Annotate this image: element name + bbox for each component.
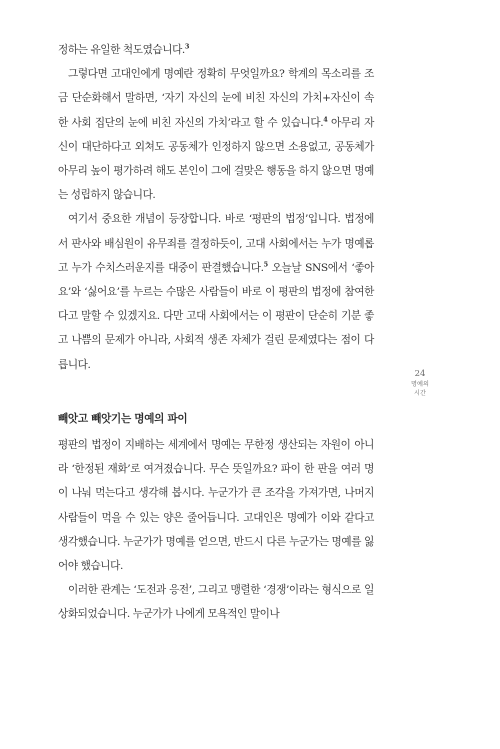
paragraph-text: 그렇다면 고대인에게 명예란 정확히 무엇일까요? 학계의 목소리를 조금 단순화해서 말하면, ‘자기 자신의 눈에 비친 자신의 가치+자신이 속한 사회 집단의 눈에 비친 자신의 가치’라고 할 수 있습니다. xyxy=(58,68,374,129)
paragraph-text: 정하는 유일한 척도였습니다. xyxy=(58,44,185,56)
paragraph-court-of-reputation xyxy=(58,207,374,376)
paragraph-continuation xyxy=(58,38,374,62)
paragraph-text: 여기서 중요한 개념이 등장합니다. 바로 ‘평판의 법정’입니다. 법정에서 판사와 배심원이 유무죄를 결정하듯이, 고대 사회에서는 누가 명예롭고 누가 수치스러운지를 대중이 판결했습니다. xyxy=(58,213,374,274)
section-heading: 빼앗고 빼앗기는 명예의 파이 xyxy=(58,412,188,425)
paragraph-honor-definition xyxy=(58,62,374,207)
page-number: 24 xyxy=(414,369,426,379)
paragraph-text: 아무리 자신이 대단하다고 외쳐도 공동체가 인정하지 않으면 소용없고, 공동체가 아무리 높이 평가하려 해도 본인이 그에 걸맞은 행동을 하지 않으면 명예는 성립하지 않습니다. xyxy=(58,116,374,202)
page-sidebar xyxy=(400,368,440,398)
paragraph-challenge-response: 이러한 관계는 ‘도전과 응전’, 그리고 맹렬한 ‘경쟁’이라는 형식으로 일상화되었습니다. 누군가가 나에게 모욕적인 말이나 xyxy=(58,584,374,621)
body-text xyxy=(58,38,374,627)
footnote-marker[interactable]: 3 xyxy=(184,42,190,51)
paragraph-text: 오늘날 SNS에서 ‘좋아요’와 ‘싫어요’를 누르는 수많은 사람들이 바로 이 평판의 법정에 참여한다고 말할 수 있겠지요. 다만 고대 사회에서는 이 평판이 단순히 기분 좋고 나쁨의 문제가 아니라, 사회적 생존 자체가 걸린 문제였다는 점이 다릅니다. xyxy=(58,261,374,371)
footnote-marker[interactable]: 5 xyxy=(263,260,268,269)
paragraph-limited-good: 평판의 법정이 지배하는 세계에서 명예는 무한정 생산되는 자원이 아니라 ‘한정된 재화’로 여겨졌습니다. 무슨 뜻일까요? 파이 한 판을 여러 명이 나눠 먹는다고 생각해 봅시다. 누군가가 큰 조각을 가져가면, 나머지 사람들이 먹을 수 있는 양은 줄어듭니다. 고대인은 명예가 이와 같다고 생각했습니다. 누군가가 명예를 얻으면, 반드시 다른 누군가는 명예를 잃어야 했습니다. xyxy=(58,439,374,573)
footnote-marker[interactable]: 4 xyxy=(323,115,328,124)
running-subtitle: 시간 xyxy=(414,390,426,397)
running-title: 명예의 xyxy=(411,381,429,388)
